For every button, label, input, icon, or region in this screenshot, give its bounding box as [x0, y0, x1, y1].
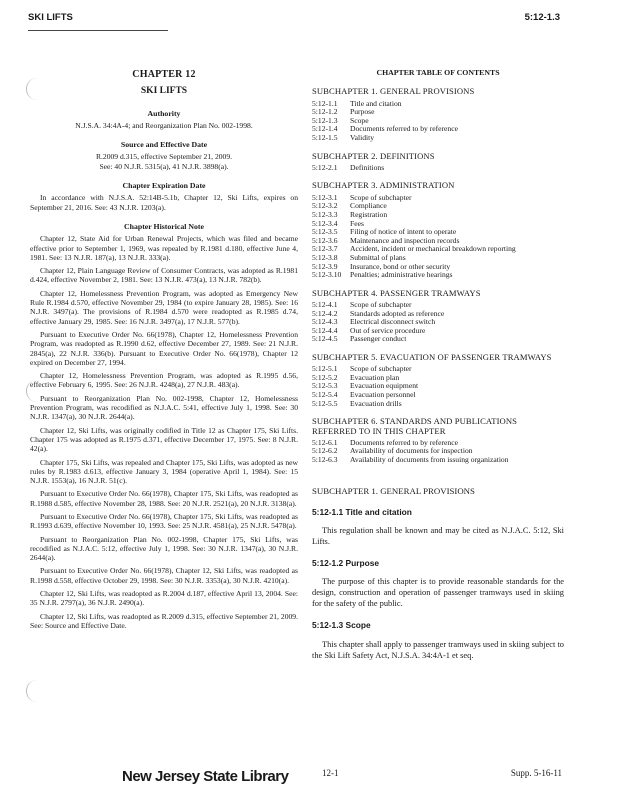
- source-heading: Source and Effective Date: [120, 140, 208, 150]
- toc-subchapter-heading: SUBCHAPTER 2. DEFINITIONS: [312, 150, 435, 161]
- toc-entry-number: 5:12-3.10: [312, 270, 342, 280]
- toc-entry-title: Validity: [350, 132, 375, 142]
- history-note: Pursuant to Executive Order No. 66(1978), Chapter 175, Ski Lifts, was readopted as R.1988 d.585, effective November 28, 1988. See: 20 N.J.R. 2521(a), 20 N.J.R. 3138(a).: [30, 489, 298, 508]
- toc-entry-number: 5:12-5.3: [312, 381, 338, 391]
- section-text-1-3: This chapter shall apply to passenger tramways used in skiing subject to the Ski Lift Safety Act, N.J.S.A. 34:4A-1 et seq.: [312, 639, 564, 660]
- toc-entry-title: Scope of subchapter: [350, 364, 412, 374]
- history-note: Chapter 12, Ski Lifts, was originally codified in Title 12 as Chapter 175, Ski Lifts. Chapter 175 was adopted as R.1975 d.371, effective December 17, 1975. See: 8 N.J.R. 42(a).: [30, 425, 298, 454]
- toc-entry-number: 5:12-3.4: [312, 218, 338, 228]
- toc-entry-number: 5:12-4.2: [312, 308, 338, 318]
- toc-entry-number: 5:12-3.7: [312, 244, 338, 254]
- source-line-1: R.2009 d.315, effective September 21, 2009.: [95, 152, 233, 162]
- history-note: Chapter 12, State Aid for Urban Renewal Projects, which was filed and became effective prior to September 1, 1969, was repealed by R.1981 d.180, effective June 4, 1981. See: 13 N.J.R. 187(a), 13 N.J.R. 333(a).: [30, 234, 298, 262]
- toc-entry: [312, 456, 564, 465]
- toc-entry-number: 5:12-1.1: [312, 98, 338, 108]
- history-note: Chapter 12, Homelessness Prevention Program, was adopted as Emergency New Rule R.1984 d.570, effective November 29, 1984 (to expire January 28, 1985). See: 16 N.J.R. 3497(a). The provisions of R.1984 d.570 were readopted as R.1985 d.74, effective January 29, 1985. See: 16 N.J.R. 3497(a), 17 N.J.R. 577(b).: [30, 288, 298, 326]
- toc-entry-title: Insurance, bond or other security: [350, 261, 451, 271]
- history-note: Chapter 12, Ski Lifts, was readopted as R.2009 d.315, effective September 21, 2009. See: Source and Effective Date.: [30, 611, 298, 630]
- toc-entry: [312, 400, 564, 409]
- expiration-text: In accordance with N.J.S.A. 52:14B-5.1b, Chapter 12, Ski Lifts, expires on September 21, 2016. See: 43 N.J.R. 1203(a).: [30, 193, 298, 212]
- source-line-2: See: 40 N.J.R. 5315(a), 41 N.J.R. 3898(a).: [99, 161, 229, 171]
- toc-entry-number: 5:12-3.6: [312, 235, 338, 245]
- section-text-1-1: This regulation shall be known and may be cited as N.J.A.C. 5:12, Ski Lifts.: [312, 526, 564, 547]
- header-rule: [28, 30, 168, 31]
- toc-entry-number: 5:12-5.2: [312, 372, 338, 382]
- toc-entry-title: Documents referred to by reference: [350, 437, 458, 447]
- toc-entry-title: Electrical disconnect switch: [350, 317, 436, 327]
- toc-entry-number: 5:12-4.1: [312, 299, 338, 309]
- toc-entry-number: 5:12-1.4: [312, 124, 338, 134]
- toc-entry-title: Compliance: [350, 201, 387, 211]
- toc-entry-title: Filing of notice of intent to operate: [350, 227, 457, 237]
- toc-entry: [312, 271, 564, 280]
- history-note: Pursuant to Reorganization Plan No. 002-1998, Chapter 175, Ski Lifts, was recodified as N.J.A.C. 5:12, effective July 1, 1998. See: 30 N.J.R. 1347(a), 30 N.J.R. 2644(a).: [30, 534, 298, 563]
- running-header: [28, 12, 560, 28]
- expiration-heading: Chapter Expiration Date: [122, 181, 206, 191]
- supplement-date: Supp. 5-16-11: [510, 768, 562, 778]
- toc-entry: [312, 134, 564, 143]
- toc-title: CHAPTER TABLE OF CONTENTS: [376, 68, 500, 77]
- toc-entry-number: 5:12-2.1: [312, 162, 338, 172]
- history-note: Chapter 12, Ski Lifts, was readopted as R.2004 d.187, effective April 13, 2004. See: 35 N.J.R. 2797(a), 36 N.J.R. 2490(a).: [30, 589, 298, 608]
- toc-entry-title: Scope of subchapter: [350, 299, 412, 309]
- toc-subchapter-heading: SUBCHAPTER 6. STANDARDS AND PUBLICATIONS REFERRED TO IN THIS CHAPTER: [312, 416, 518, 436]
- toc-entry-title: Out of service procedure: [350, 325, 426, 335]
- section-text-1-2: The purpose of this chapter is to provide reasonable standards for the design, construction and operation of passenger tramways used in skiing for the safety of the public.: [312, 577, 564, 609]
- toc-entry-title: Title and citation: [350, 98, 402, 108]
- toc-entry-number: 5:12-6.3: [312, 455, 338, 464]
- library-watermark: New Jersey State Library: [122, 768, 289, 785]
- section-title-1-2: 5:12-1.2 Purpose: [312, 558, 380, 569]
- toc-entry-number: 5:12-1.2: [312, 107, 338, 117]
- chapter-number: CHAPTER 12: [132, 69, 196, 80]
- history-heading: Chapter Historical Note: [124, 221, 204, 231]
- toc-entry-title: Scope of subchapter: [350, 192, 412, 202]
- toc-entry-title: Passenger conduct: [350, 334, 407, 344]
- header-section-number: 5:12-1.3: [524, 12, 560, 23]
- toc-entry: [312, 164, 564, 173]
- toc-entry-title: Documents referred to by reference: [350, 124, 458, 134]
- history-note: Pursuant to Executive Order No. 66(1978), Chapter 12, Homelessness Prevention Program, was readopted as R.1990 d.62, effective December 27, 1989. See: 21 N.J.R. 2845(a), 22 N.J.R. 336(b). Pursuant to Executive Order No. 66(1978), Chapter 12 expired on December 27, 1994.: [30, 329, 298, 367]
- chapter-title: SKI LIFTS: [140, 86, 188, 97]
- toc-entry-number: 5:12-4.3: [312, 317, 338, 327]
- toc-entry-title: Evacuation drills: [350, 398, 402, 408]
- history-note: Chapter 12, Plain Language Review of Consumer Contracts, was adopted as R.1981 d.424, effective November 2, 1981. See: 13 N.J.R. 473(a), 13 N.J.R. 782(b).: [30, 266, 298, 285]
- section-title-1-3: 5:12-1.3 Scope: [312, 620, 371, 631]
- history-note: Chapter 12, Homelessness Prevention Program, was adopted as R.1995 d.56, effective February 6, 1995. See: 26 N.J.R. 4248(a), 27 N.J.R. 483(a).: [30, 371, 298, 390]
- toc-entry-number: 5:12-4.4: [312, 325, 338, 335]
- toc-entry: [312, 335, 564, 344]
- toc-entry-number: 5:12-5.4: [312, 390, 338, 400]
- toc-entry-number: 5:12-5.5: [312, 398, 338, 408]
- header-chapter-name: SKI LIFTS: [28, 12, 73, 23]
- history-note: Pursuant to Executive Order No. 66(1978), Chapter 12, Ski Lifts, was readopted as R.1998 d.558, effective October 29, 1998. See: 30 N.J.R. 3353(a), 30 N.J.R. 4210(a).: [30, 566, 298, 585]
- toc-subchapter-heading: SUBCHAPTER 1. GENERAL PROVISIONS: [312, 86, 475, 97]
- toc-entry-number: 5:12-1.3: [312, 115, 338, 125]
- right-column: [312, 68, 564, 661]
- toc-subchapter-heading: SUBCHAPTER 4. PASSENGER TRAMWAYS: [312, 287, 481, 298]
- toc-entry-number: 5:12-3.5: [312, 227, 338, 237]
- toc-entry-title: Evacuation equipment: [350, 381, 419, 391]
- toc-subchapter-heading: SUBCHAPTER 5. EVACUATION OF PASSENGER TRAMWAYS: [312, 351, 552, 362]
- toc-entry-title: Fees: [350, 218, 364, 228]
- toc-entry-title: Registration: [350, 209, 388, 219]
- toc-entry-title: Purpose: [350, 107, 375, 117]
- toc-entry-title: Evacuation personnel: [350, 390, 416, 400]
- authority-text: N.J.S.A. 34:4A-4; and Reorganization Plan No. 002-1998.: [75, 120, 253, 130]
- toc-entry-number: 5:12-6.2: [312, 446, 338, 456]
- authority-heading: Authority: [147, 108, 181, 118]
- toc-entry-title: Scope: [350, 115, 369, 125]
- toc-entry-number: 5:12-3.8: [312, 252, 338, 262]
- toc-entry-title: Availability of documents for inspection: [350, 446, 473, 456]
- history-note: Chapter 175, Ski Lifts, was repealed and Chapter 175, Ski Lifts, was adopted as new rules by R.1983 d.613, effective January 3, 1984 (operative April 1, 1984). See: 15 N.J.R. 1553(a), 16 N.J.R. 51(c).: [30, 457, 298, 486]
- toc-entry-title: Evacuation plan: [350, 372, 400, 382]
- toc-subchapter-heading: SUBCHAPTER 3. ADMINISTRATION: [312, 180, 455, 191]
- toc-entry-title: Submittal of plans: [350, 252, 406, 262]
- toc-entry-number: 5:12-3.3: [312, 209, 338, 219]
- toc-entry-number: 5:12-4.5: [312, 334, 338, 344]
- binder-hole-mark-bottom: [26, 680, 47, 702]
- toc-entry-title: Availability of documents from issuing organization: [350, 455, 509, 464]
- toc-entry-title: Definitions: [350, 162, 385, 172]
- toc-entry-number: 5:12-6.1: [312, 437, 338, 447]
- toc-entry-number: 5:12-3.2: [312, 201, 338, 211]
- table-of-contents: [312, 87, 564, 464]
- body-subchapter-heading: SUBCHAPTER 1. GENERAL PROVISIONS: [312, 485, 475, 496]
- history-note: Pursuant to Executive Order No. 66(1978), Chapter 175, Ski Lifts, was readopted as R.1993 d.639, effective November 10, 1993. See: 25 N.J.R. 4581(a), 25 N.J.R. 5478(a).: [30, 511, 298, 531]
- section-title-1-1: 5:12-1.1 Title and citation: [312, 506, 412, 517]
- page-footer: [30, 764, 562, 794]
- toc-entry-number: 5:12-3.1: [312, 192, 338, 202]
- left-column: [30, 68, 298, 634]
- page-number: 12-1: [322, 768, 339, 778]
- toc-entry-title: Standards adopted as reference: [350, 308, 445, 318]
- history-note: Pursuant to Reorganization Plan No. 002-1998, Chapter 12, Homelessness Prevention Program, was recodified as N.J.A.C. 5:41, effective July 1, 1998. See: 30 N.J.R. 1347(a), 30 N.J.R. 2644(a).: [30, 393, 298, 422]
- toc-entry-title: Maintenance and inspection records: [350, 235, 460, 245]
- toc-entry-title: Penalties; administrative hearings: [350, 270, 453, 280]
- toc-entry-number: 5:12-1.5: [312, 132, 338, 142]
- toc-entry-title: Accident, incident or mechanical breakdown reporting: [350, 244, 516, 254]
- toc-entry-number: 5:12-5.1: [312, 364, 338, 374]
- toc-entry-number: 5:12-3.9: [312, 261, 338, 271]
- history-notes: [30, 234, 298, 630]
